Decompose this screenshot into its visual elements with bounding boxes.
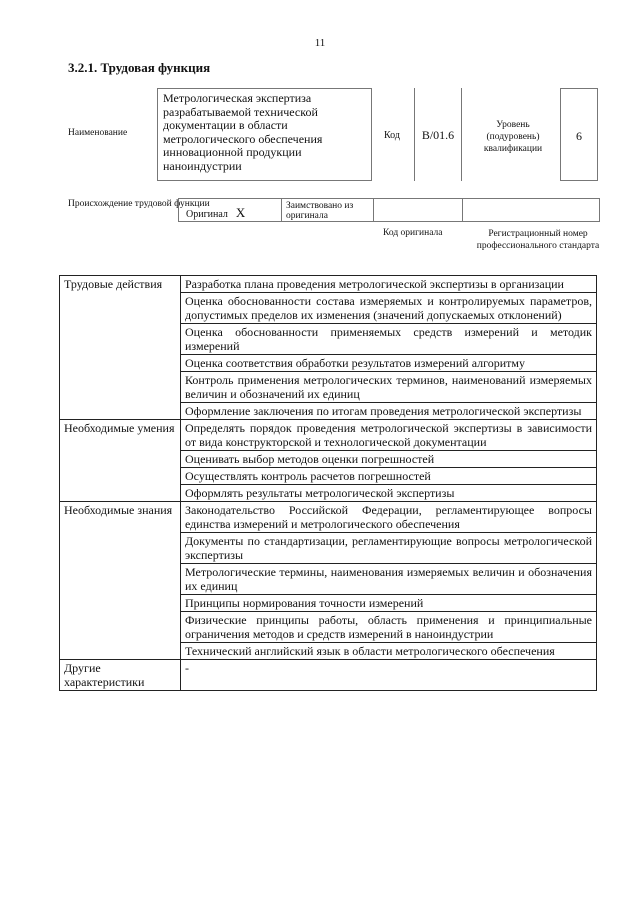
borrowed-label: Заимствовано из оригинала [282, 198, 374, 222]
reg-number-label: Регистрационный номер профессионального стандарта [476, 229, 600, 251]
category-cell: Трудовые действия [60, 276, 181, 420]
code-value: B/01.6 [414, 88, 462, 181]
level-value: 6 [560, 88, 598, 181]
table-row [60, 660, 597, 691]
item-cell: Определять порядок проведения метрологической экспертизы в зависимости от вида конструкторской и технологической документации [181, 420, 597, 451]
item-cell: Документы по стандартизации, регламентирующие вопросы метрологической экспертизы [181, 533, 597, 564]
item-cell: Принципы нормирования точности измерений [181, 595, 597, 612]
original-mark: X [235, 205, 246, 220]
item-cell: Оценка обоснованности применяемых средств измерений и методик измерений [181, 324, 597, 355]
item-cell: - [181, 660, 597, 691]
item-cell: Разработка плана проведения метрологической экспертизы в организации [181, 276, 597, 293]
code-original-box [374, 198, 462, 222]
item-cell: Оценка обоснованности состава измеряемых и контролируемых параметров, допустимых пределов их изменения (значений допускаемых отклонений) [181, 293, 597, 324]
item-cell: Оценка соответствия обработки результатов измерений алгоритму [181, 355, 597, 372]
section-heading: 3.2.1. Трудовая функция [68, 60, 211, 75]
item-cell: Контроль применения метрологических терминов, наименований измеряемых величин и обозначений их единиц [181, 372, 597, 403]
original-label: Оригинал [186, 209, 228, 220]
function-name: Метрологическая экспертиза разрабатываемой технической документации в области метрологического обеспечения инновационной продукции наноиндустрии [157, 88, 372, 181]
item-cell: Оформлять результаты метрологической экспертизы [181, 485, 597, 502]
reg-number-box [462, 198, 600, 222]
table-row [60, 502, 597, 533]
item-cell: Осуществлять контроль расчетов погрешностей [181, 468, 597, 485]
category-cell: Другие характеристики [60, 660, 181, 691]
name-label: Наименование [68, 128, 128, 138]
item-cell: Оценивать выбор методов оценки погрешностей [181, 451, 597, 468]
code-original-label: Код оригинала [383, 228, 443, 238]
origin-label: Происхождение трудовой функции [68, 199, 210, 209]
table-row [60, 420, 597, 451]
item-cell: Технический английский язык в области метрологического обеспечения [181, 643, 597, 660]
page-number: 11 [314, 37, 326, 49]
item-cell: Метрологические термины, наименования измеряемых величин и обозначения их единиц [181, 564, 597, 595]
table-row [60, 276, 597, 293]
level-label: Уровень (подуровень) квалификации [483, 120, 543, 154]
category-cell: Необходимые знания [60, 502, 181, 660]
item-cell: Физические принципы работы, область применения и принципиальные ограничения методов и средств измерений в наноиндустрии [181, 612, 597, 643]
item-cell: Оформление заключения по итогам проведения метрологической экспертизы [181, 403, 597, 420]
category-cell: Необходимые умения [60, 420, 181, 502]
item-cell: Законодательство Российской Федерации, регламентирующее вопросы единства измерений и метрологического обеспечения [181, 502, 597, 533]
function-table [59, 275, 597, 691]
original-box [178, 198, 282, 222]
code-label: Код [384, 130, 400, 141]
